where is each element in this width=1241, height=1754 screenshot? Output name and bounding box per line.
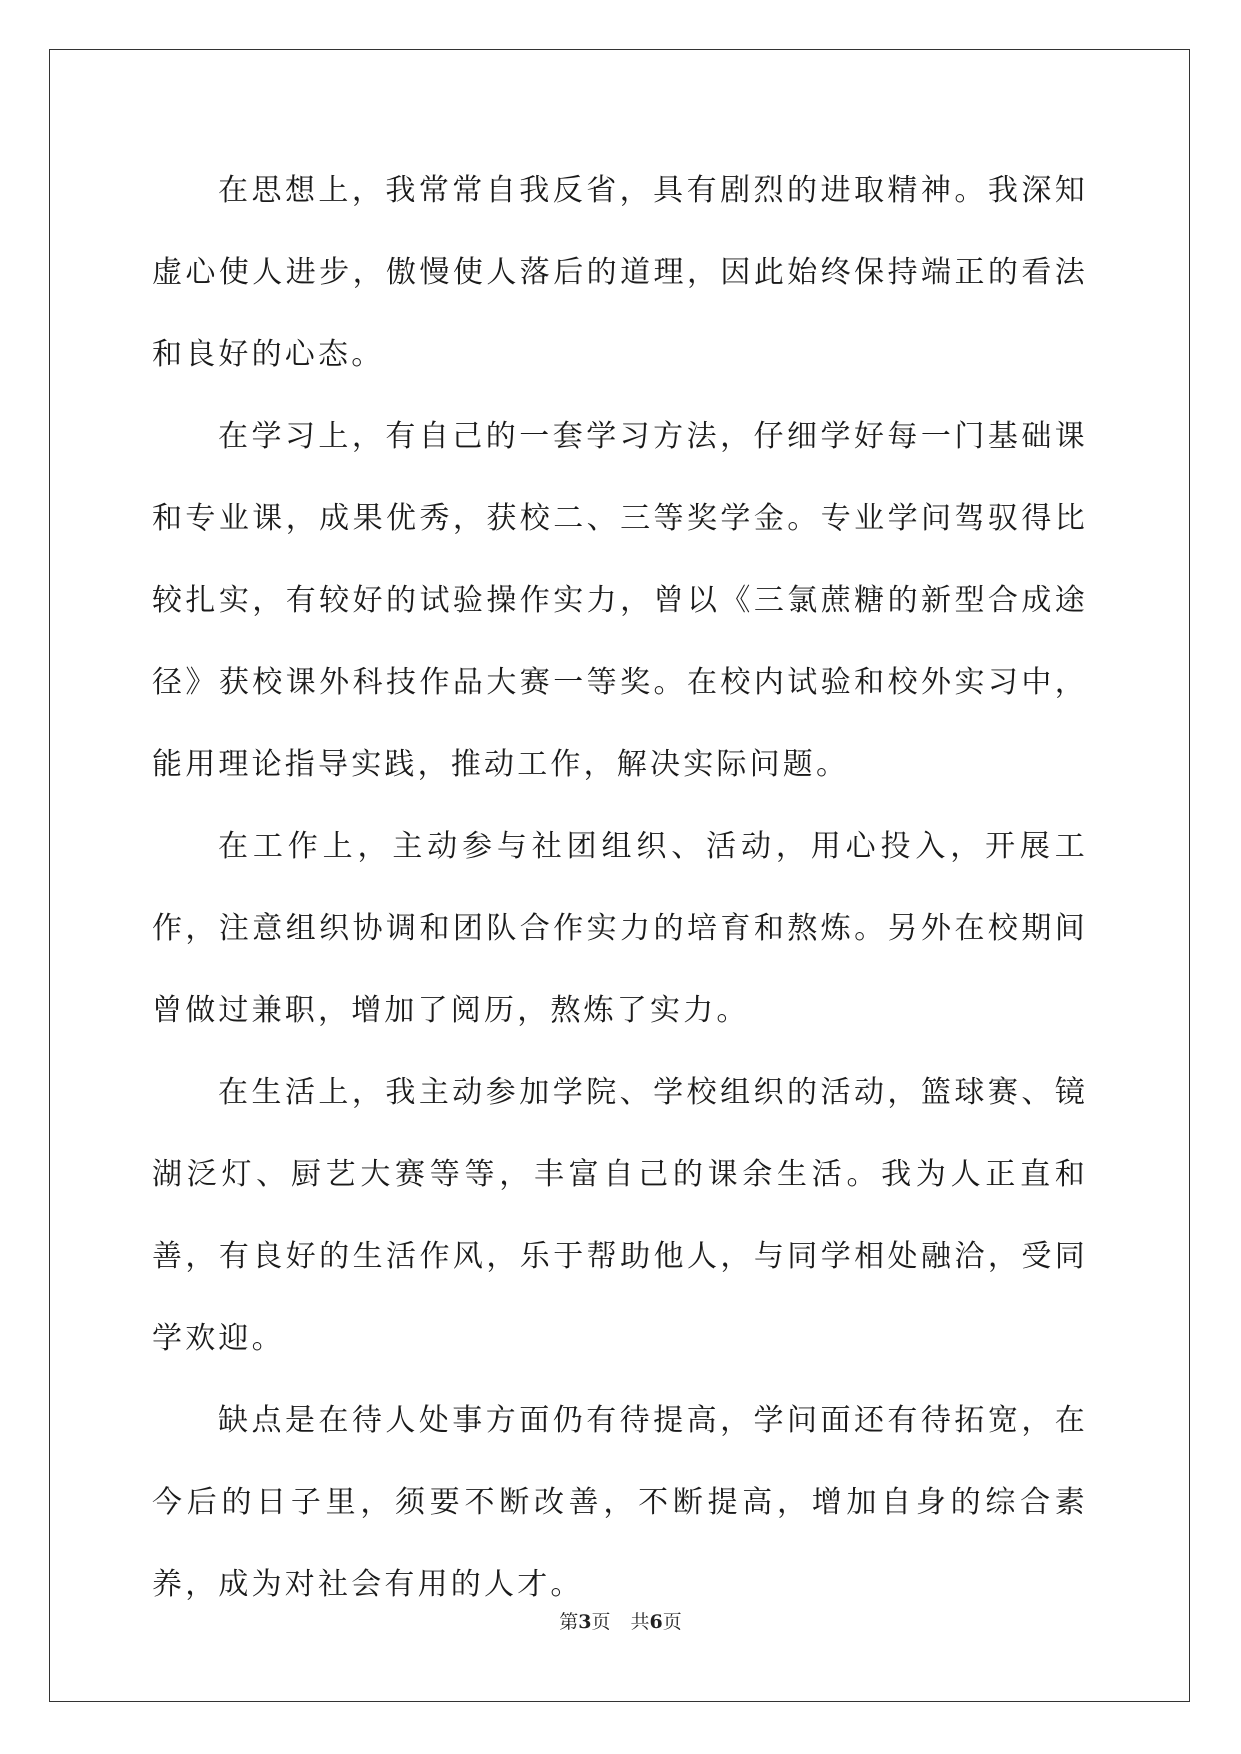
page-prefix: 第 <box>559 1611 579 1633</box>
paragraph-thought: 在思想上，我常常自我反省，具有剧烈的进取精神。我深知虚心使人进步，傲慢使人落后的道理，因此始终保持端正的看法和良好的心态。 <box>152 173 1088 372</box>
page-number: 3 <box>578 1611 592 1633</box>
total-suffix: 页 <box>662 1611 682 1633</box>
page-footer <box>0 1607 1241 1634</box>
paragraph-work: 在工作上，主动参与社团组织、活动，用心投入，开展工作，注意组织协调和团队合作实力的培育和熬炼。另外在校期间曾做过兼职，增加了阅历，熬炼了实力。 <box>152 829 1088 1028</box>
total-pages: 6 <box>649 1611 663 1633</box>
page-suffix: 页 <box>591 1611 611 1633</box>
document-body <box>152 150 1088 1626</box>
paragraph-shortcomings: 缺点是在待人处事方面仍有待提高，学问面还有待拓宽，在今后的日子里，须要不断改善，不断提高，增加自身的综合素养，成为对社会有用的人才。 <box>152 1403 1088 1602</box>
paragraph-study: 在学习上，有自己的一套学习方法，仔细学好每一门基础课和专业课，成果优秀，获校二、三等奖学金。专业学问驾驭得比较扎实，有较好的试验操作实力，曾以《三氯蔗糖的新型合成途径》获校课外科技作品大赛一等奖。在校内试验和校外实习中，能用理论指导实践，推动工作，解决实际问题。 <box>152 419 1088 782</box>
paragraph-life: 在生活上，我主动参加学院、学校组织的活动，篮球赛、镜湖泛灯、厨艺大赛等等，丰富自己的课余生活。我为人正直和善，有良好的生活作风，乐于帮助他人，与同学相处融洽，受同学欢迎。 <box>152 1075 1088 1356</box>
total-prefix: 共 <box>630 1611 650 1633</box>
